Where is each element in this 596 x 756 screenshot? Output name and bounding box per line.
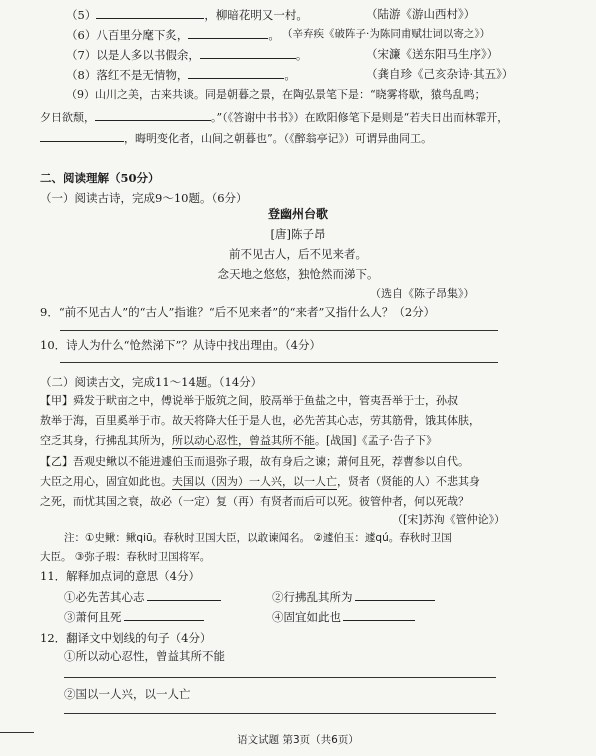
answer-blank[interactable] [124, 608, 204, 621]
answer-line[interactable] [64, 713, 496, 714]
answer-blank[interactable] [96, 6, 204, 19]
poem-title: 登幽州台歌 [267, 207, 328, 221]
passage-jia-line-2: 敖举于海，百里奚举于市。故天将降大任于是人也，必先苦其心志，劳其筋骨，饿其体肤， [40, 414, 480, 427]
fill-q7: （7）以是人多以书假余， 。 （宋濂《送东阳马生序》） [66, 47, 499, 62]
question-12: 12．翻译文中划线的句子（4分） [40, 631, 212, 645]
poem-source: （选自《陈子昂集》） [370, 287, 475, 300]
notes-line-2: 大臣。 ③弥子瑕：春秋时卫国将军。 [40, 551, 211, 563]
q11-item-b: ②行拂乱其所为 [272, 588, 435, 605]
question-10: 10．诗人为什么“怆然涕下”？从诗中找出理由。（4分） [40, 338, 321, 352]
q11-item-c: ③萧何且死 [64, 608, 204, 625]
question-11: 11．解释加点词的意思（4分） [40, 569, 200, 583]
q11-item-a: ①必先苦其心志 [64, 588, 221, 605]
answer-blank[interactable] [343, 608, 415, 621]
answer-blank[interactable] [200, 46, 296, 59]
passage-jia-line-3: 空乏其身，行拂乱其所为，所以动心忍性，曾益其所不能。[战国]《孟子·告子下》 [40, 434, 438, 447]
passage-yi-line-2: 大臣之用心，固宜如此也。夫国以（因为）一人兴，以一人亡，贤者（贤能的人）不悲其身 [40, 475, 480, 488]
answer-blank[interactable] [95, 108, 211, 121]
passage-yi-line-3: 之死，而忧其国之衰，故必（一定）复（再）有贤者而后可以死。彼管仲者，何以死哉？ [40, 495, 469, 508]
q12-item-b: ②国以一人兴，以一人亡 [64, 687, 191, 701]
question-9: 9．“前不见古人”的“古人”指谁？“后不见来者”的“来者”又指什么人？（2分） [40, 305, 436, 319]
fill-q9-line2: 夕日欲颓， 。”（《答谢中书书》）在欧阳修笔下是则是“若夫日出而林霏开， [40, 108, 508, 126]
fill-q6: （6）八百里分麾下炙， 。 （辛弃疾《破阵子·为陈同甫赋壮词以寄之》） [66, 28, 491, 42]
passage-jia-line-1: 【甲】舜发于畎亩之中，傅说举于版筑之间，胶鬲举于鱼盐之中，管夷吾举于士，孙叔 [40, 394, 458, 407]
fill-q9-line3: ，晦明变化者，山间之朝暮也”。（《醉翁亭记》）可谓异曲同工。 [40, 129, 432, 147]
answer-line[interactable] [60, 330, 498, 331]
answer-blank[interactable] [188, 26, 268, 39]
part2-heading: （二）阅读古文，完成11～14题。（14分） [40, 375, 263, 389]
page-footer: 语文试题 第3页（共6页） [237, 734, 359, 746]
answer-line[interactable] [64, 677, 496, 678]
passage-yi-line-1: 【乙】吾观史鳅以不能进遽伯玉而退弥子瑕，故有身后之谏；萧何且死，荐曹参以自代。 [40, 455, 469, 468]
poem-line-1: 前不见古人，后不见来者。 [229, 247, 367, 261]
underlined-sentence: 夫国以（因为）一人兴，以一人亡 [172, 475, 337, 488]
answer-blank[interactable] [40, 129, 124, 142]
part1-heading: （一）阅读古诗，完成9～10题。（6分） [40, 191, 248, 205]
q11-item-d: ④固宜如此也 [272, 608, 415, 625]
answer-blank[interactable] [147, 588, 221, 601]
section-title: 二、阅读理解（50分） [40, 171, 160, 185]
answer-blank[interactable] [355, 588, 435, 601]
notes-line-1: 注：①史鳅：鳅qiū。春秋时卫国大臣，以敢谏闻名。 ②遽伯玉：遽qú。春秋时卫国 [64, 532, 452, 544]
answer-line[interactable] [60, 362, 498, 363]
q12-item-a: ①所以动心忍性，曾益其所不能 [64, 649, 225, 663]
passage-yi-source: （[宋]苏洵《管仲论》） [392, 513, 506, 526]
fill-q5: （5） ，柳暗花明又一村。 （陆游《游山西村》） [66, 7, 476, 22]
fill-q9-line1: （9）山川之美，古来共谈。同是朝暮之景，在陶弘景笔下是：“晓雾将歇，猿鸟乱鸣； [66, 88, 486, 101]
poem-line-2: 念天地之悠悠，独怆然而涕下。 [217, 267, 379, 281]
underlined-sentence: 所以动心忍性，曾益其所不能 [172, 434, 315, 447]
answer-blank[interactable] [188, 66, 284, 79]
poem-author: [唐]陈子昂 [270, 227, 326, 241]
fill-q8: （8）落红不是无情物， 。 （龚自珍《己亥杂诗·其五》） [66, 67, 514, 82]
